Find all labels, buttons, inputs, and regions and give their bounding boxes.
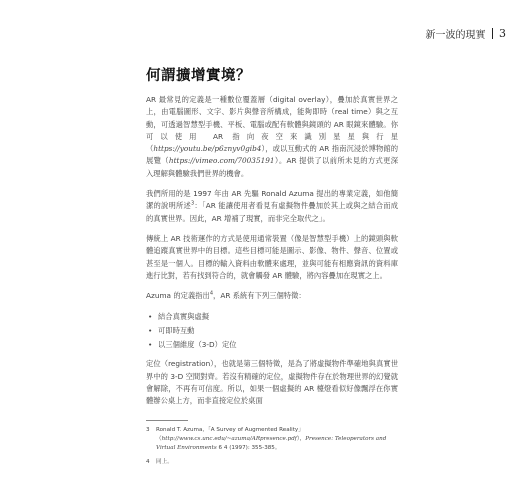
list-item: • 可即時互動 bbox=[146, 324, 398, 338]
footnote-divider bbox=[146, 420, 188, 421]
paragraph-5: 定位（registration），也就是第三個特徵，是為了將虛擬物件準確地與真實世界中的 3-D 空間對齊。若沒有精確的定位，虛擬物件存在於物理世界的幻覺就會解除，不再有可信度。所以，如果一個虛擬的 AR 檯燈看似好像飄浮在你實體辦公桌上方，而非直接定位於桌面 bbox=[146, 359, 398, 406]
paragraph-1 bbox=[146, 94, 398, 180]
link-vimeo[interactable]: https://vimeo.com/70035191 bbox=[168, 156, 275, 166]
header-divider bbox=[492, 28, 494, 39]
footnote-3-text-b: ）， bbox=[296, 435, 306, 442]
journal-name: Presence: Teleoperators and Virtual Environments bbox=[156, 435, 387, 451]
paragraph-3: 傳統上 AR 技術運作的方式是使用通常裝置（像是智慧型手機）上的鏡頭與軟體追蹤真實世界中的目標。這些目標可能是圖示、影像、物件、聲音、位置或甚至是一個人。目標的輸入資料由軟體來處理，並與可能有相應資訊的資料庫進行比對，若有找到符合的，就會觸發 AR 體驗，將內容疊加在現實之上。 bbox=[146, 233, 398, 280]
page-number: 3 bbox=[499, 27, 506, 40]
paragraph-4-text-a: Azuma 的定義指出 bbox=[146, 291, 210, 301]
link-paper[interactable]: http://www.cs.unc.edu/~azuma/ARpresence.pdf bbox=[161, 435, 297, 442]
running-header bbox=[426, 26, 507, 41]
paragraph-1-text-c: ）。AR 提供了以前所未見的方式更深入理解與體驗我們世界的機會。 bbox=[146, 156, 399, 178]
link-youtube[interactable]: https://youtu.be/p6znyv0gib4 bbox=[153, 144, 262, 154]
footnote-3-text-a: Ronald T. Azuma，「A Survey of Augmented Reality」（ bbox=[156, 426, 304, 442]
footnote-text: 同上。 bbox=[156, 458, 173, 465]
feature-list bbox=[146, 310, 398, 352]
footnote-number: 4 bbox=[146, 458, 150, 465]
list-item: • 以三個維度（3-D）定位 bbox=[146, 338, 398, 352]
paragraph-4 bbox=[146, 290, 398, 302]
page-body bbox=[146, 64, 398, 472]
list-item: • 結合真實與虛擬 bbox=[146, 310, 398, 324]
footnote-text bbox=[156, 426, 398, 453]
footnote-4 bbox=[146, 458, 398, 467]
footnote-number: 3 bbox=[146, 426, 150, 433]
paragraph-2 bbox=[146, 188, 398, 225]
section-heading: 何謂擴增實境？ bbox=[146, 68, 251, 84]
paragraph-2-text-b: ：「AR 能讓使用者看見有虛擬物件疊加於其上或與之結合而成的真實世界。因此，AR 增補了現實，而非完全取代之」。 bbox=[146, 201, 399, 223]
paragraph-2-text-a: 我們所用的是 1997 年由 AR 先驅 Ronald Azuma 提出的專業定義，如他簡潔的說明所述 bbox=[146, 189, 398, 211]
paragraph-4-text-b: ，AR 系統有下列三個特徵： bbox=[213, 291, 306, 301]
paragraph-1-text-a: AR 最常見的定義是一種數位覆蓋層（digital overlay），疊加於真實世界之上，由電腦圖形、文字、影片與聲音所構成，能夠即時（real time）與之互動，可透過智慧型手機、平板、電腦或配有軟體與鏡頭的 AR 眼鏡來體驗。你可以使用 AR 指向夜空來識別星星與行星（ bbox=[146, 95, 398, 154]
paragraph-1-text-b: ），或以互動式的 AR 指南沉浸於博物館的展覽（ bbox=[146, 144, 398, 166]
footnote-ref-4[interactable]: 4 bbox=[209, 290, 214, 297]
chapter-title: 新一波的現實 bbox=[425, 30, 486, 41]
footnote-3-text-c: 6 4 (1997): 355-385。 bbox=[216, 444, 281, 451]
footnote-3 bbox=[146, 426, 398, 453]
footnote-ref-3[interactable]: 3 bbox=[190, 200, 195, 207]
